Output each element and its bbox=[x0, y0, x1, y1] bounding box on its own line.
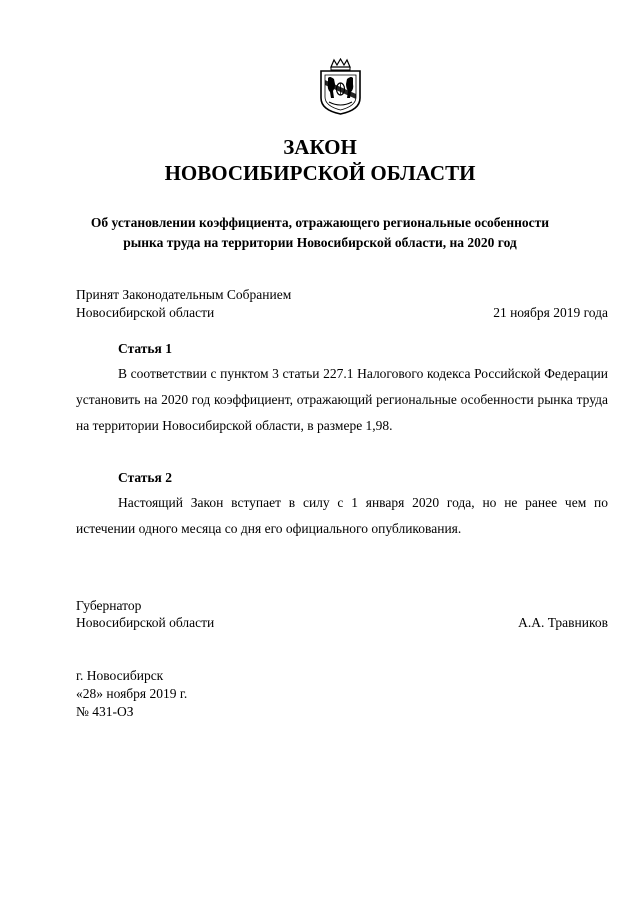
signatory-position-line2: Новосибирской области bbox=[76, 615, 215, 630]
article-1-heading: Статья 1 bbox=[118, 341, 172, 356]
law-title: ЗАКОН bbox=[283, 135, 357, 159]
signatory-name: А.А. Травников bbox=[518, 615, 608, 630]
footer-date: «28» ноября 2019 г. bbox=[76, 686, 188, 701]
novosibirsk-coat-of-arms-icon bbox=[317, 58, 364, 116]
footer-city: г. Новосибирск bbox=[76, 668, 164, 683]
signatory-position-line1: Губернатор bbox=[76, 598, 142, 613]
law-subject-line1: Об установлении коэффициента, отражающего региональные особенности bbox=[90, 215, 550, 230]
law-subject-line2: рынка труда на территории Новосибирской области, на 2020 год bbox=[123, 235, 517, 250]
adoption-date: 21 ноября 2019 года bbox=[493, 305, 608, 320]
adoption-body-line2: Новосибирской области bbox=[76, 305, 215, 320]
article-1-text: В соответствии с пунктом 3 статьи 227.1 Налогового кодекса Российской Федерации установить на 2020 год коэффициент, отражающий региональные особенности рынка труда на территории Новосибирской области, в размере 1,98. bbox=[76, 366, 608, 433]
law-region-title: НОВОСИБИРСКОЙ ОБЛАСТИ bbox=[164, 161, 476, 185]
adoption-body-line1: Принят Законодательным Собранием bbox=[76, 287, 292, 302]
footer-number: № 431-ОЗ bbox=[76, 704, 134, 719]
article-2-heading: Статья 2 bbox=[118, 470, 172, 485]
article-2-text: Настоящий Закон вступает в силу с 1 января 2020 года, но не ранее чем по истечении одного месяца со дня его официального опубликования. bbox=[76, 495, 608, 536]
